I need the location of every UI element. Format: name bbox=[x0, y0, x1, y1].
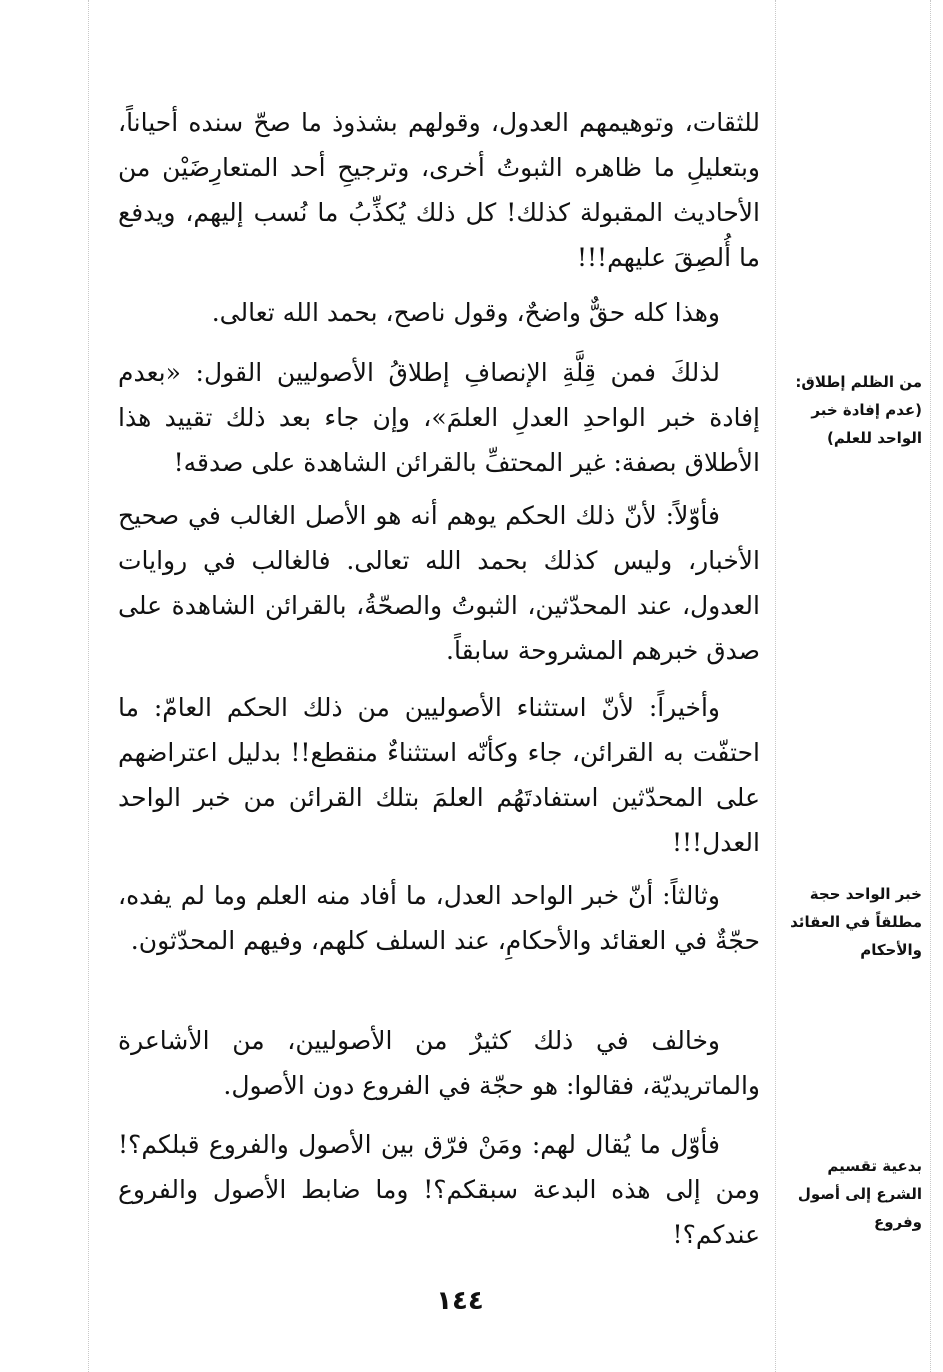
margin-note: خبر الواحد حجة مطلقاً في العقائد والأحكام bbox=[790, 885, 922, 959]
paragraph-text: وأخيراً: لأنّ استثناء الأصوليين من ذلك الحكم العامّ: ما احتفّت به القرائن، جاء وكأنّه استثناءٌ منقطع!! بدليل اعتراضهم على المحدّثين استفادتَهُم العلمَ بتلك القرائن من خبر الواحد العدل!!! bbox=[118, 693, 760, 857]
paragraph-text: لذلكَ فمن قِلَّةِ الإنصافِ إطلاقُ الأصوليين القول: «بعدم إفادة خبر الواحدِ العدلِ العلمَ»، وإن جاء بعد ذلك تقييد هذا الأطلاق بصفة: غير المحتفِّ بالقرائن الشاهدة على صدقه! bbox=[118, 358, 760, 477]
body-paragraph bbox=[118, 100, 760, 280]
scan-guide-line bbox=[775, 0, 776, 1372]
body-paragraph bbox=[118, 350, 760, 485]
paragraph-text: وثالثاً: أنّ خبر الواحد العدل، ما أفاد منه العلم وما لم يفده، حجّةٌ في العقائد والأحكامِ، عند السلف كلهم، وفيهم المحدّثون. bbox=[118, 881, 760, 955]
body-paragraph bbox=[118, 493, 760, 673]
paragraph-text: وخالف في ذلك كثيرٌ من الأصوليين، من الأشاعرة والماتريديّة، فقالوا: هو حجّة في الفروع دون الأصول. bbox=[118, 1026, 760, 1100]
paragraph-text: وهذا كله حقٌّ واضحٌ، وقول ناصح، بحمد الله تعالى. bbox=[211, 298, 720, 327]
page-number: ١٤٤ bbox=[436, 1286, 484, 1316]
paragraph-text: فأوّلاً: لأنّ ذلك الحكم يوهم أنه هو الأصل الغالب في صحيح الأخبار، وليس كذلك بحمد الله تعالى. فالغالب في روايات العدول، عند المحدّثين، الثبوتُ والصحّةُ، بالقرائن الشاهدة على صدق خبرهم المشروحة سابقاً. bbox=[118, 501, 760, 665]
body-paragraph bbox=[118, 290, 760, 335]
margin-note: من الظلم إطلاق: (عدم إفادة خبر الواحد للعلم) bbox=[795, 373, 922, 447]
body-paragraph bbox=[118, 1122, 760, 1257]
paragraph-text: للثقات، وتوهيمهم العدول، وقولهم بشذوذ ما صحّ سنده أحياناً، وبتعليلِ ما ظاهره الثبوتُ أخرى، وترجيحِ أحد المتعارِضَيْن من الأحاديث المقبولة كذلك! كل ذلك يُكذِّبُ ما نُسب إليهم، ويدفع ما أُلصِقَ عليهم!!! bbox=[118, 108, 760, 272]
paragraph-text: فأوّل ما يُقال لهم: ومَنْ فرّق بين الأصول والفروع قبلكم؟! ومن إلى هذه البدعة سبقكم؟! وما ضابط الأصول والفروع عندكم؟! bbox=[118, 1130, 760, 1249]
body-paragraph bbox=[118, 873, 760, 963]
body-paragraph bbox=[118, 685, 760, 865]
scan-guide-line bbox=[88, 0, 89, 1372]
scan-guide-line bbox=[930, 0, 931, 1372]
body-paragraph bbox=[118, 1018, 760, 1108]
margin-note: بدعية تقسيم الشرع إلى أصول وفروع bbox=[797, 1157, 922, 1231]
